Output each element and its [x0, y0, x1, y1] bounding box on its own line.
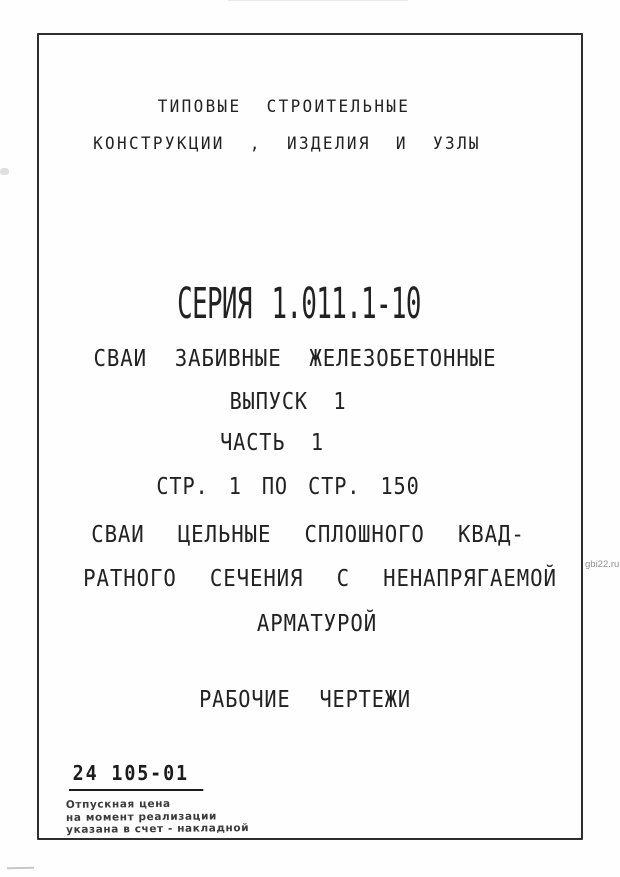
price-note [66, 797, 249, 836]
scan-smudge-left-edge [0, 168, 9, 175]
description-line2: РАТНОГО СЕЧЕНИЯ С НЕНАПРЯГАЕМОЙ [83, 566, 557, 592]
issue-line: ВЫПУСК 1 [229, 389, 347, 415]
scan-smudge-top-edge [228, 0, 408, 1]
part-line: ЧАСТЬ 1 [220, 430, 324, 456]
description-line1: СВАИ ЦЕЛЬНЫЕ СПЛОШНОГО КВАД- [91, 522, 525, 548]
scan-smudge-bottom-left [7, 867, 34, 872]
pages-range-line: СТР. 1 ПО СТР. 150 [156, 474, 420, 500]
page-border-frame [37, 33, 583, 840]
price-note-line3: указана в счет - накладной [66, 822, 250, 836]
description-line3: АРМАТУРОЙ [256, 611, 378, 637]
site-watermark: gbi22.ru [585, 559, 620, 570]
subtitle-line: СВАИ ЗАБИВНЫЕ ЖЕЛЕЗОБЕТОННЫЕ [93, 346, 497, 372]
price-note-line2: на момент реализации [65, 809, 218, 824]
series-title: СЕРИЯ 1.011.1-10 [177, 279, 421, 329]
doc-type-line: РАБОЧИЕ ЧЕРТЕЖИ [199, 687, 411, 713]
doc-code: 24 105-01 [69, 761, 204, 791]
doc-header-line2: КОНСТРУКЦИИ , ИЗДЕЛИЯ И УЗЛЫ [93, 134, 481, 154]
price-note-line1: Отпускная цена [65, 797, 171, 811]
doc-header-line1: ТИПОВЫЕ СТРОИТЕЛЬНЫЕ [157, 97, 411, 117]
